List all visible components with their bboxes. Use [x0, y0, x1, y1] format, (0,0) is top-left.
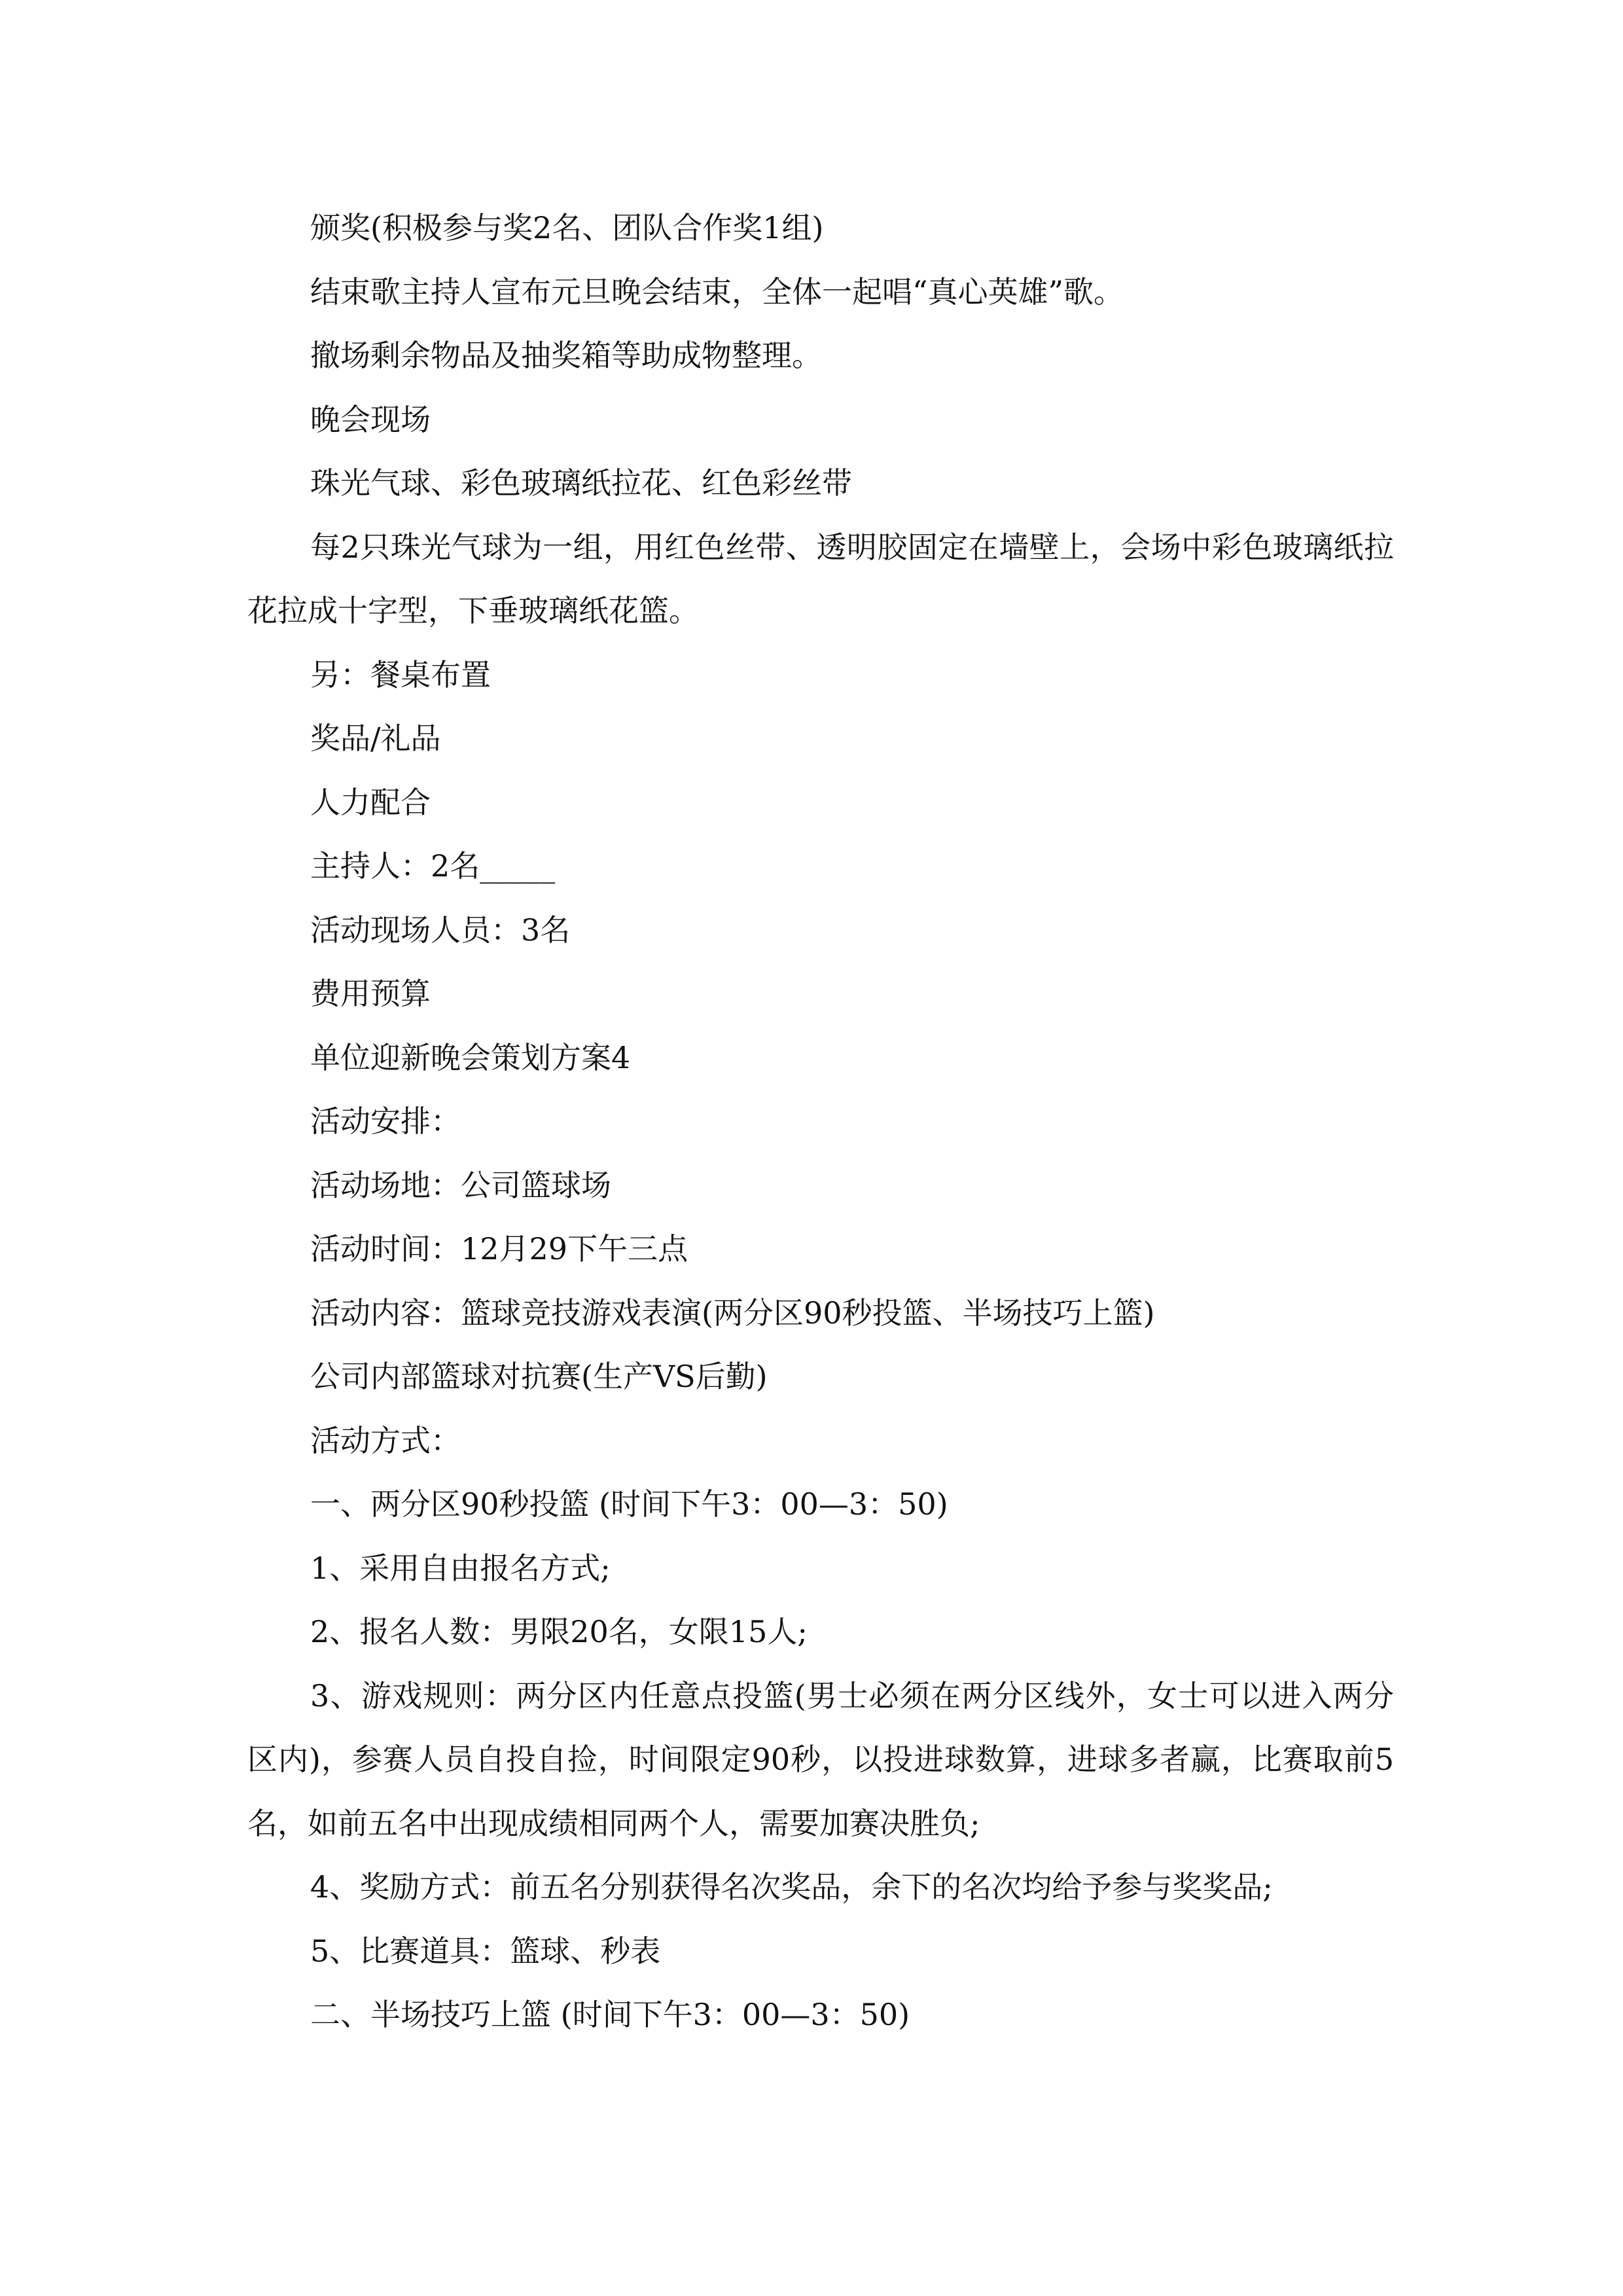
- paragraph-content: 活动内容：篮球竞技游戏表演(两分区90秒投篮、半场技巧上篮): [310, 1295, 1155, 1331]
- heading-method: 活动方式：: [310, 1422, 461, 1458]
- paragraph-decorations: 珠光气球、彩色玻璃纸拉花、红色彩丝带: [310, 465, 852, 501]
- paragraph-cleanup: 撤场剩余物品及抽奖箱等助成物整理。: [310, 338, 822, 373]
- paragraph-table-setup: 另：餐桌布置: [310, 656, 491, 692]
- list-item-1: 1、采用自由报名方式;: [310, 1550, 611, 1586]
- heading-section-2: 二、半场技巧上篮 (时间下午3：00—3：50): [310, 1997, 910, 2032]
- heading-schedule: 活动安排：: [310, 1103, 461, 1139]
- heading-staffing: 人力配合: [310, 784, 431, 820]
- heading-prizes: 奖品/礼品: [310, 721, 441, 756]
- list-item-2: 2、报名人数：男限20名，女限15人;: [310, 1614, 808, 1649]
- paragraph-time: 活动时间：12月29下午三点: [310, 1231, 688, 1266]
- heading-budget: 费用预算: [310, 976, 431, 1011]
- paragraph-location: 活动场地：公司篮球场: [310, 1167, 611, 1203]
- paragraph-hosts: 主持人：2名_____: [310, 848, 556, 884]
- heading-venue: 晚会现场: [310, 401, 431, 437]
- list-item-3: 3、游戏规则：两分区内任意点投篮(男士必须在两分区线外，女士可以进入两分区内)，参赛人员自投自捡，时间限定90秒，以投进球数算，进球多者赢，比赛取前5名，如前五名中出现成绩相同两个人，需要加赛决胜负;: [247, 1677, 1394, 1841]
- paragraph-closing-song: 结束歌主持人宣布元旦晚会结束，全体一起唱“真心英雄”歌。: [310, 274, 1124, 310]
- list-item-5: 5、比赛道具：篮球、秒表: [310, 1933, 661, 1969]
- paragraph-onsite-staff: 活动现场人员：3名: [310, 912, 571, 948]
- heading-plan-4: 单位迎新晚会策划方案4: [310, 1039, 631, 1075]
- paragraph-balloon-setup: 每2只珠光气球为一组，用红色丝带、透明胶固定在墙壁上，会场中彩色玻璃纸拉花拉成十字型，下垂玻璃纸花篮。: [247, 529, 1394, 628]
- document-body: [247, 196, 1394, 2047]
- heading-section-1: 一、两分区90秒投篮 (时间下午3：00—3：50): [310, 1486, 948, 1522]
- list-item-4: 4、奖励方式：前五名分别获得名次奖品，余下的名次均给予参与奖奖品;: [310, 1869, 1273, 1905]
- paragraph-award: 颁奖(积极参与奖2名、团队合作奖1组): [310, 210, 824, 245]
- paragraph-match: 公司内部篮球对抗赛(生产VS后勤): [310, 1359, 768, 1394]
